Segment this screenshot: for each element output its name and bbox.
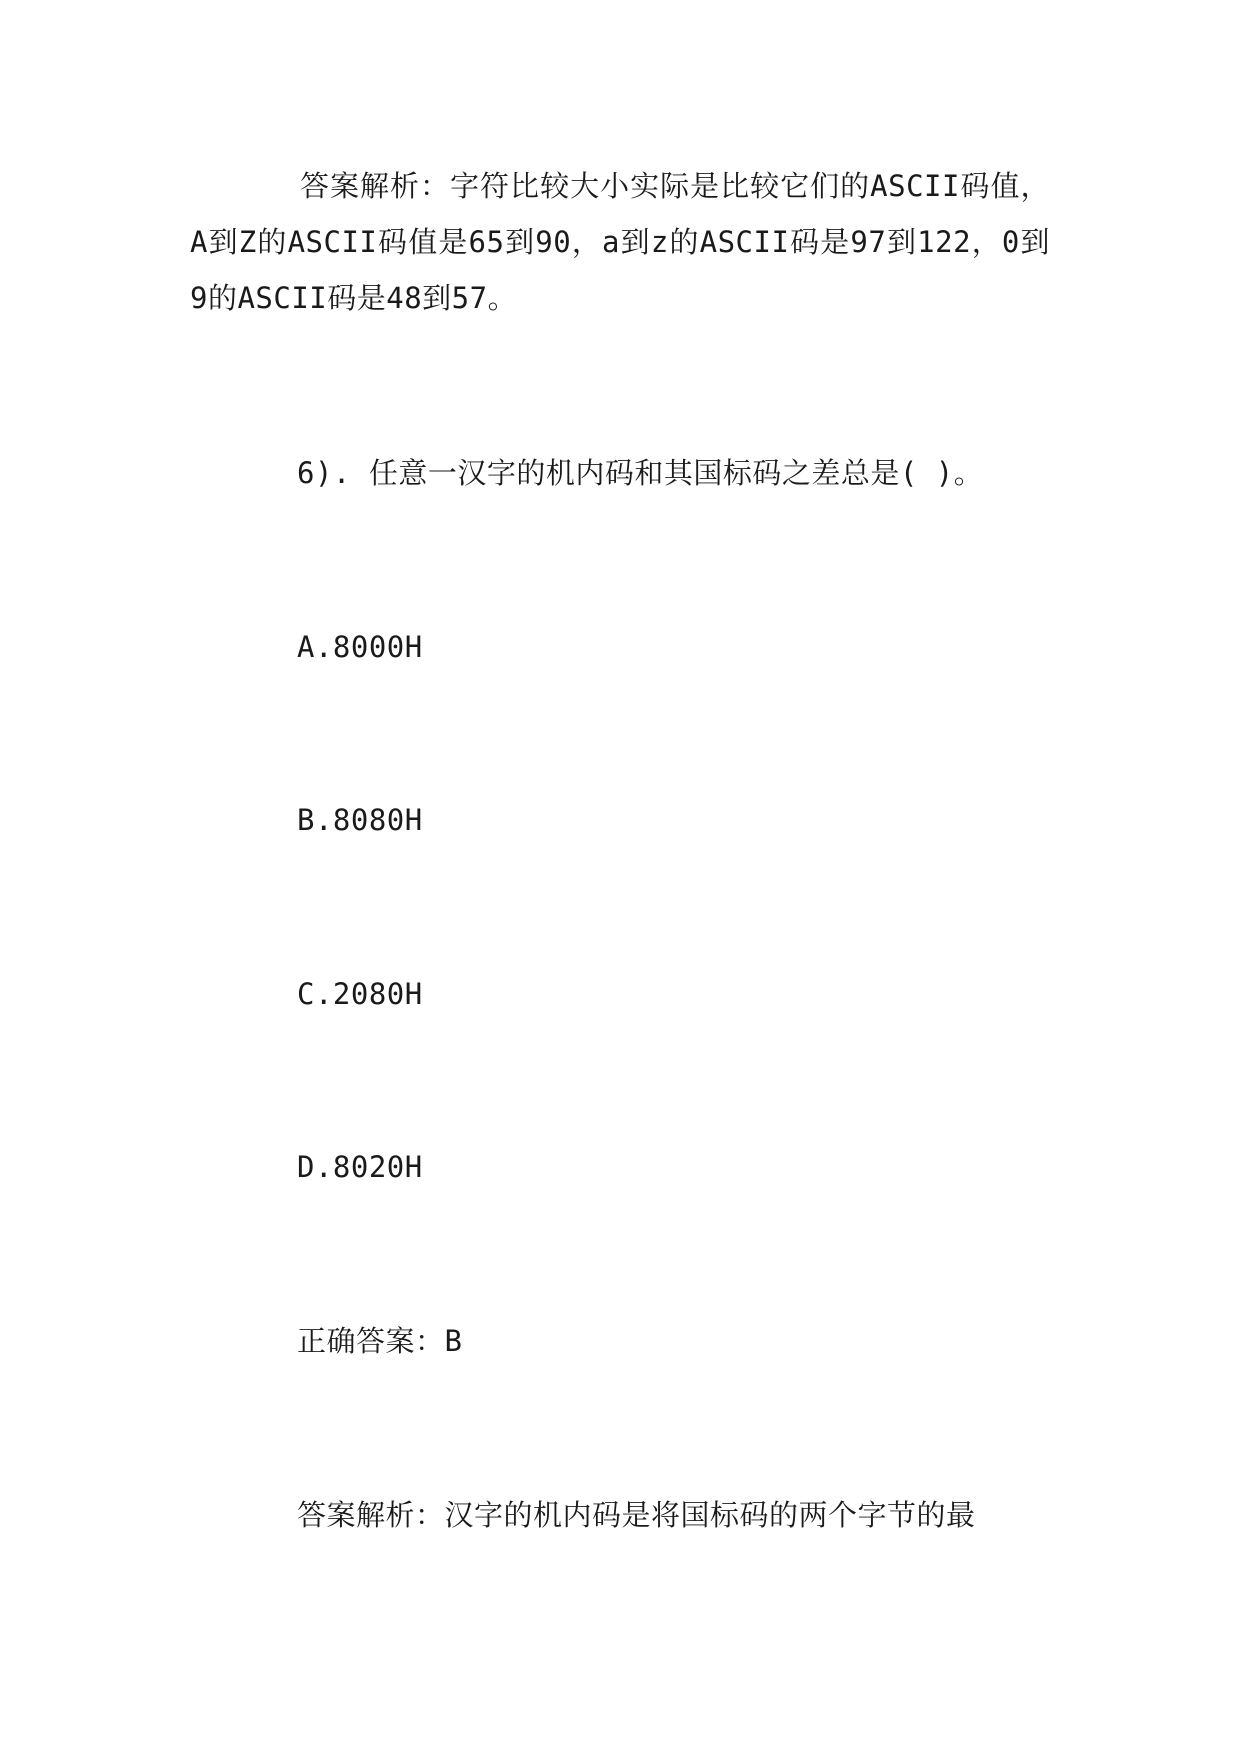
option-c: C.2080H (297, 977, 423, 1011)
explanation-paragraph-2: 答案解析：汉字的机内码是将国标码的两个字节的最 (297, 1498, 976, 1532)
option-a: A.8000H (297, 630, 423, 664)
option-d: D.8020H (297, 1150, 423, 1184)
question-6: 6). 任意一汉字的机内码和其国标码之差总是( )。 (297, 456, 984, 490)
option-b: B.8080H (297, 803, 423, 837)
correct-answer: 正确答案：B (297, 1324, 463, 1358)
explanation-paragraph-1: 答案解析：字符比较大小实际是比较它们的ASCII码值，A到Z的ASCII码值是65到90，a到z的ASCII码是97到122，0到9的ASCII码是48到57。 (190, 169, 1050, 315)
